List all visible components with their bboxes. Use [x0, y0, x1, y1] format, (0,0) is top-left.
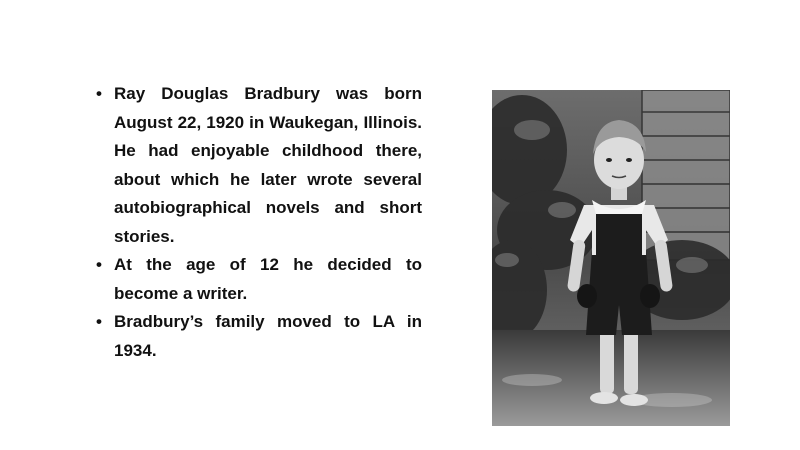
boy-photo-illustration: [492, 90, 730, 426]
bullet-text-writer: At the age of 12 he decided to become a writer.: [114, 255, 422, 303]
bullet-text-birth: Ray Douglas Bradbury was born August 22, 1920 in Waukegan, Illinois. He had enjoyable childhood there, about which he later wrote several autobiographical novels and short stories.: [114, 84, 422, 246]
bullet-text-move: Bradbury’s family moved to LA in 1934.: [114, 312, 422, 360]
bullet-list: [96, 80, 422, 365]
bullet-icon: •: [96, 84, 102, 103]
boy-photo: [492, 90, 730, 426]
bullet-icon: •: [96, 312, 102, 331]
bullet-item-move: [96, 308, 422, 365]
bullet-icon: •: [96, 255, 102, 274]
bullet-item-writer: [96, 251, 422, 308]
bullet-item-birth: [96, 80, 422, 251]
